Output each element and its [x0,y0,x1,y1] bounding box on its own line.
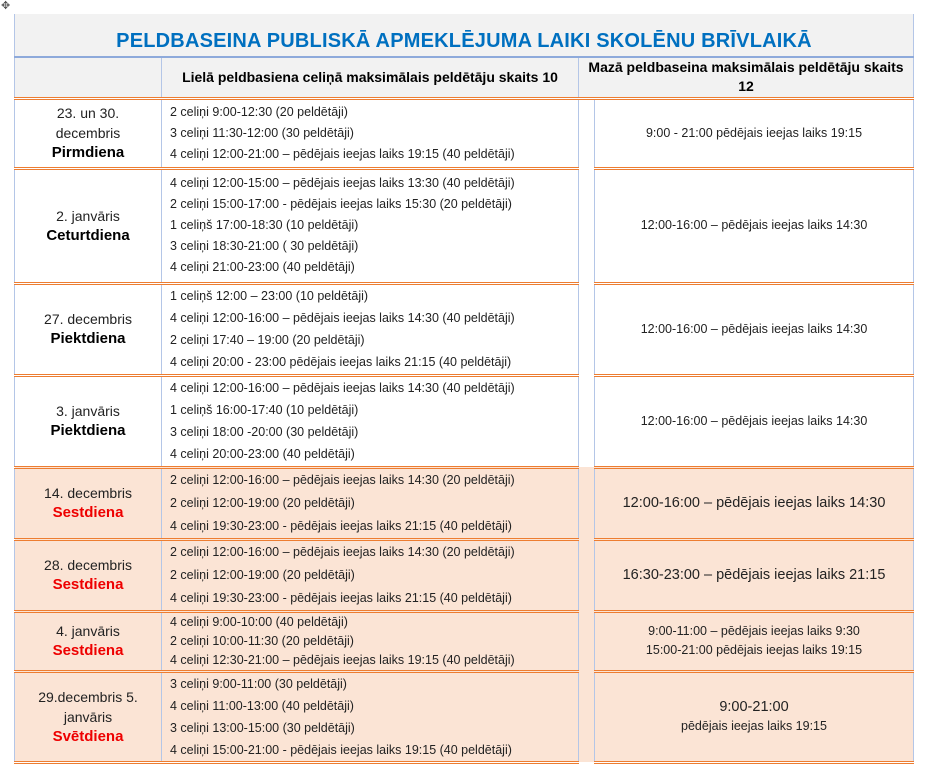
lane-slot: 1 celiņš 12:00 – 23:00 (10 peldētāji) [170,289,369,303]
small-pool-cell [595,467,914,539]
spacer [579,375,595,467]
lane-slot: 4 celiņi 12:00-15:00 – pēdējais ieejas laiks 13:30 (40 peldētāji) [170,176,515,190]
date-cell [15,611,162,671]
date: 29.decembris 5. janvāris [38,688,138,725]
weekday: Piektdiena [50,422,126,439]
date: 2. janvāris [56,207,120,224]
large-pool-cell [162,467,579,539]
large-pool-cell [162,611,579,671]
large-pool-cell [162,98,579,168]
large-pool-cell [162,671,579,762]
lane-slot: 1 celiņš 16:00-17:40 (10 peldētāji) [170,403,359,417]
small-pool-cell [595,168,914,283]
date: 14. decembris [44,485,132,501]
small-pool-cell [595,539,914,611]
date: 4. janvāris [56,623,120,639]
page-title: PELDBASEINA PUBLISKĀ APMEKLĒJUMA LAIKI SKOLĒNU BRĪVLAIKĀ [15,14,914,57]
small-pool-slot: 12:00-16:00 – pēdējais ieejas laiks 14:30 [640,218,868,232]
large-pool-cell [162,375,579,467]
table-row [15,467,914,539]
date-cell [15,671,162,762]
lane-slot: 3 celiņi 11:30-12:00 (30 peldētāji) [170,125,354,140]
table-move-handle-icon[interactable]: ✥ [1,0,11,12]
table-row [15,375,914,467]
weekday: Sestdiena [52,504,124,521]
date-cell [15,283,162,375]
lane-slot: 2 celiņi 15:00-17:00 - pēdējais ieejas laiks 15:30 (20 peldētāji) [170,197,512,211]
table-row [15,98,914,168]
header-large-pool: Lielā peldbasiena celiņā maksimālais peldētāju skaits 10 [162,57,579,98]
small-pool-cell [595,375,914,467]
lane-slot: 1 celiņš 17:00-18:30 (10 peldētāji) [170,218,359,232]
weekday: Ceturtdiena [46,226,130,244]
large-pool-cell [162,168,579,283]
small-pool-slot: 12:00-16:00 – pēdējais ieejas laiks 14:30 [640,413,868,428]
small-pool-slot: 12:00-16:00 – pēdējais ieejas laiks 14:30 [622,494,886,511]
weekday: Pirmdiena [51,144,125,161]
lane-slot: 4 celiņi 12:00-16:00 – pēdējais ieejas laiks 14:30 (40 peldētāji) [170,381,515,395]
weekday: Piektdiena [50,330,126,347]
spacer [579,671,595,762]
small-pool-slot: 15:00-21:00 pēdējais ieejas laiks 19:15 [645,643,863,657]
large-pool-cell [162,283,579,375]
spacer [579,168,595,283]
lane-slot: 2 celiņi 12:00-16:00 – pēdējais ieejas laiks 14:30 (20 peldētāji) [170,544,515,559]
lane-slot: 2 celiņi 9:00-12:30 (20 peldētāji) [170,104,348,119]
small-pool-cell [595,283,914,375]
lane-slot: 3 celiņi 18:30-21:00 ( 30 peldētāji) [170,239,359,253]
lane-slot: 2 celiņi 12:00-19:00 (20 peldētāji) [170,495,355,510]
spacer [579,539,595,611]
small-pool-slot: 16:30-23:00 – pēdējais ieejas laiks 21:15 [622,566,886,583]
table-row [15,611,914,671]
table-row [15,539,914,611]
date: 23. un 30. decembris [55,105,121,141]
date-cell [15,98,162,168]
weekday: Svētdiena [52,727,124,745]
large-pool-cell [162,539,579,611]
small-pool-slot: 9:00 - 21:00 pēdējais ieejas laiks 19:15 [645,125,863,140]
date: 28. decembris [44,557,132,573]
spacer [579,98,595,168]
table-row [15,168,914,283]
date-cell [15,467,162,539]
weekday: Sestdiena [52,576,124,593]
lane-slot: 4 celiņi 21:00-23:00 (40 peldētāji) [170,260,355,274]
lane-slot: 3 celiņi 13:00-15:00 (30 peldētāji) [170,720,355,735]
lane-slot: 2 celiņi 17:40 – 19:00 (20 peldētāji) [170,333,365,347]
date-cell [15,375,162,467]
header-empty [15,57,162,98]
small-pool-slot: 9:00-11:00 – pēdējais ieejas laiks 9:30 [648,624,860,638]
lane-slot: 4 celiņi 19:30-23:00 - pēdējais ieejas laiks 21:15 (40 peldētāji) [170,518,512,533]
lane-slot: 4 celiņi 19:30-23:00 - pēdējais ieejas laiks 21:15 (40 peldētāji) [170,590,512,605]
small-pool-cell [595,611,914,671]
lane-slot: 4 celiņi 11:00-13:00 (40 peldētāji) [170,698,354,713]
header-small-pool: Mazā peldbaseina maksimālais peldētāju skaits 12 [579,57,914,98]
lane-slot: 4 celiņi 12:00-21:00 – pēdējais ieejas laiks 19:15 (40 peldētāji) [170,146,515,161]
lane-slot: 2 celiņi 12:00-16:00 – pēdējais ieejas laiks 14:30 (20 peldētāji) [170,472,515,487]
lane-slot: 2 celiņi 12:00-19:00 (20 peldētāji) [170,567,355,582]
small-pool-slot: 9:00-21:00 [719,698,789,715]
lane-slot: 4 celiņi 9:00-10:00 (40 peldētāji) [170,614,348,629]
weekday: Sestdiena [52,642,124,659]
table-row [15,671,914,762]
lane-slot: 4 celiņi 20:00 - 23:00 pēdējais ieejas laiks 21:15 (40 peldētāji) [170,355,512,369]
small-pool-cell [595,98,914,168]
lane-slot: 3 celiņi 9:00-11:00 (30 peldētāji) [170,676,347,691]
date: 27. decembris [44,311,132,327]
spacer [579,283,595,375]
table-row [15,283,914,375]
lane-slot: 4 celiņi 15:00-21:00 - pēdējais ieejas laiks 19:15 (40 peldētāji) [170,742,512,757]
small-pool-cell [595,671,914,762]
lane-slot: 4 celiņi 20:00-23:00 (40 peldētāji) [170,447,355,461]
small-pool-slot: pēdējais ieejas laiks 19:15 [681,718,827,733]
lane-slot: 4 celiņi 12:30-21:00 – pēdējais ieejas laiks 19:15 (40 peldētāji) [170,652,515,667]
lane-slot: 2 celiņi 10:00-11:30 (20 peldētāji) [170,633,354,648]
date-cell [15,168,162,283]
date: 3. janvāris [56,403,120,419]
date-cell [15,539,162,611]
spacer [579,467,595,539]
small-pool-slot: 12:00-16:00 – pēdējais ieejas laiks 14:30 [640,321,868,336]
lane-slot: 4 celiņi 12:00-16:00 – pēdējais ieejas laiks 14:30 (40 peldētāji) [170,311,515,325]
schedule-table [14,14,914,764]
spacer [579,611,595,671]
lane-slot: 3 celiņi 18:00 -20:00 (30 peldētāji) [170,425,359,439]
